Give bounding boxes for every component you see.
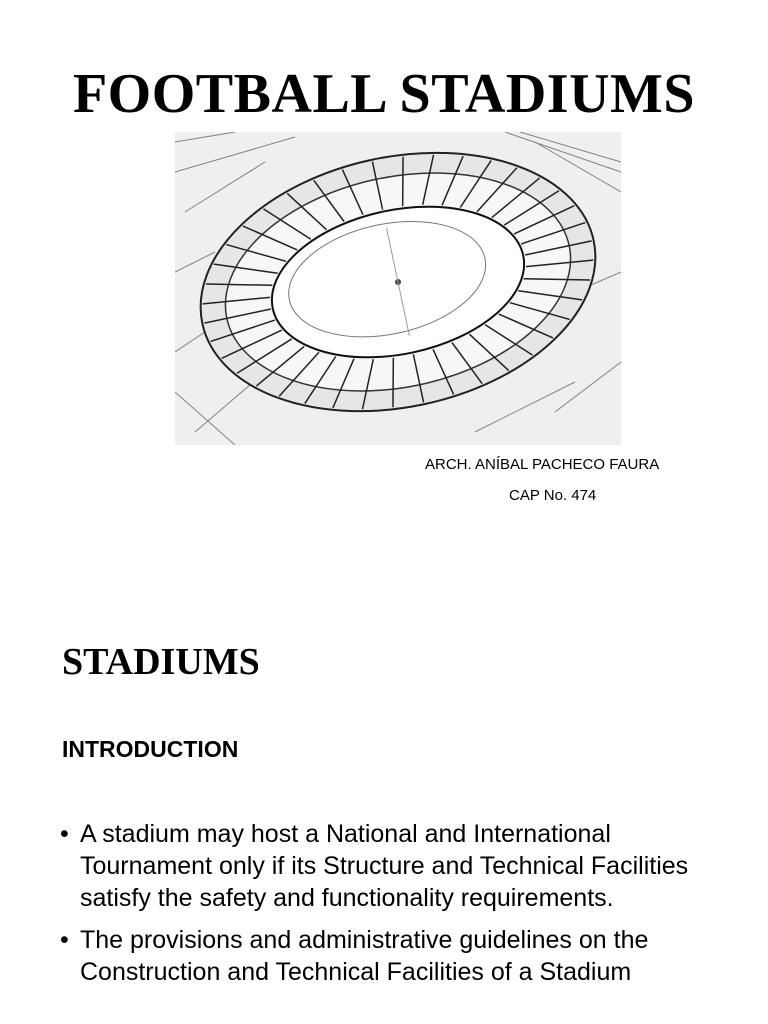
stadium-sketch-image xyxy=(175,132,621,445)
bullet-text: The provisions and administrative guidelines on the Construction and Technical Facilities of a Stadium xyxy=(80,926,649,986)
author-name: ARCH. ANÍBAL PACHECO FAURA xyxy=(425,456,660,473)
bullet-item xyxy=(60,924,720,988)
subheading-introduction: INTRODUCTION xyxy=(62,736,239,762)
bullet-list xyxy=(60,818,720,998)
bullet-text: A stadium may host a National and International Tournament only if its Structure and Technical Facilities satisfy the safety and functionality requirements. xyxy=(80,820,689,912)
cap-number: CAP No. 474 xyxy=(509,487,597,504)
section-heading: STADIUMS xyxy=(62,641,260,683)
document-title: FOOTBALL STADIUMS xyxy=(72,63,696,125)
stadium-sketch-svg xyxy=(175,132,621,445)
bullet-marker: • xyxy=(60,926,69,954)
bullet-item xyxy=(60,818,720,914)
bullet-marker: • xyxy=(60,820,69,848)
